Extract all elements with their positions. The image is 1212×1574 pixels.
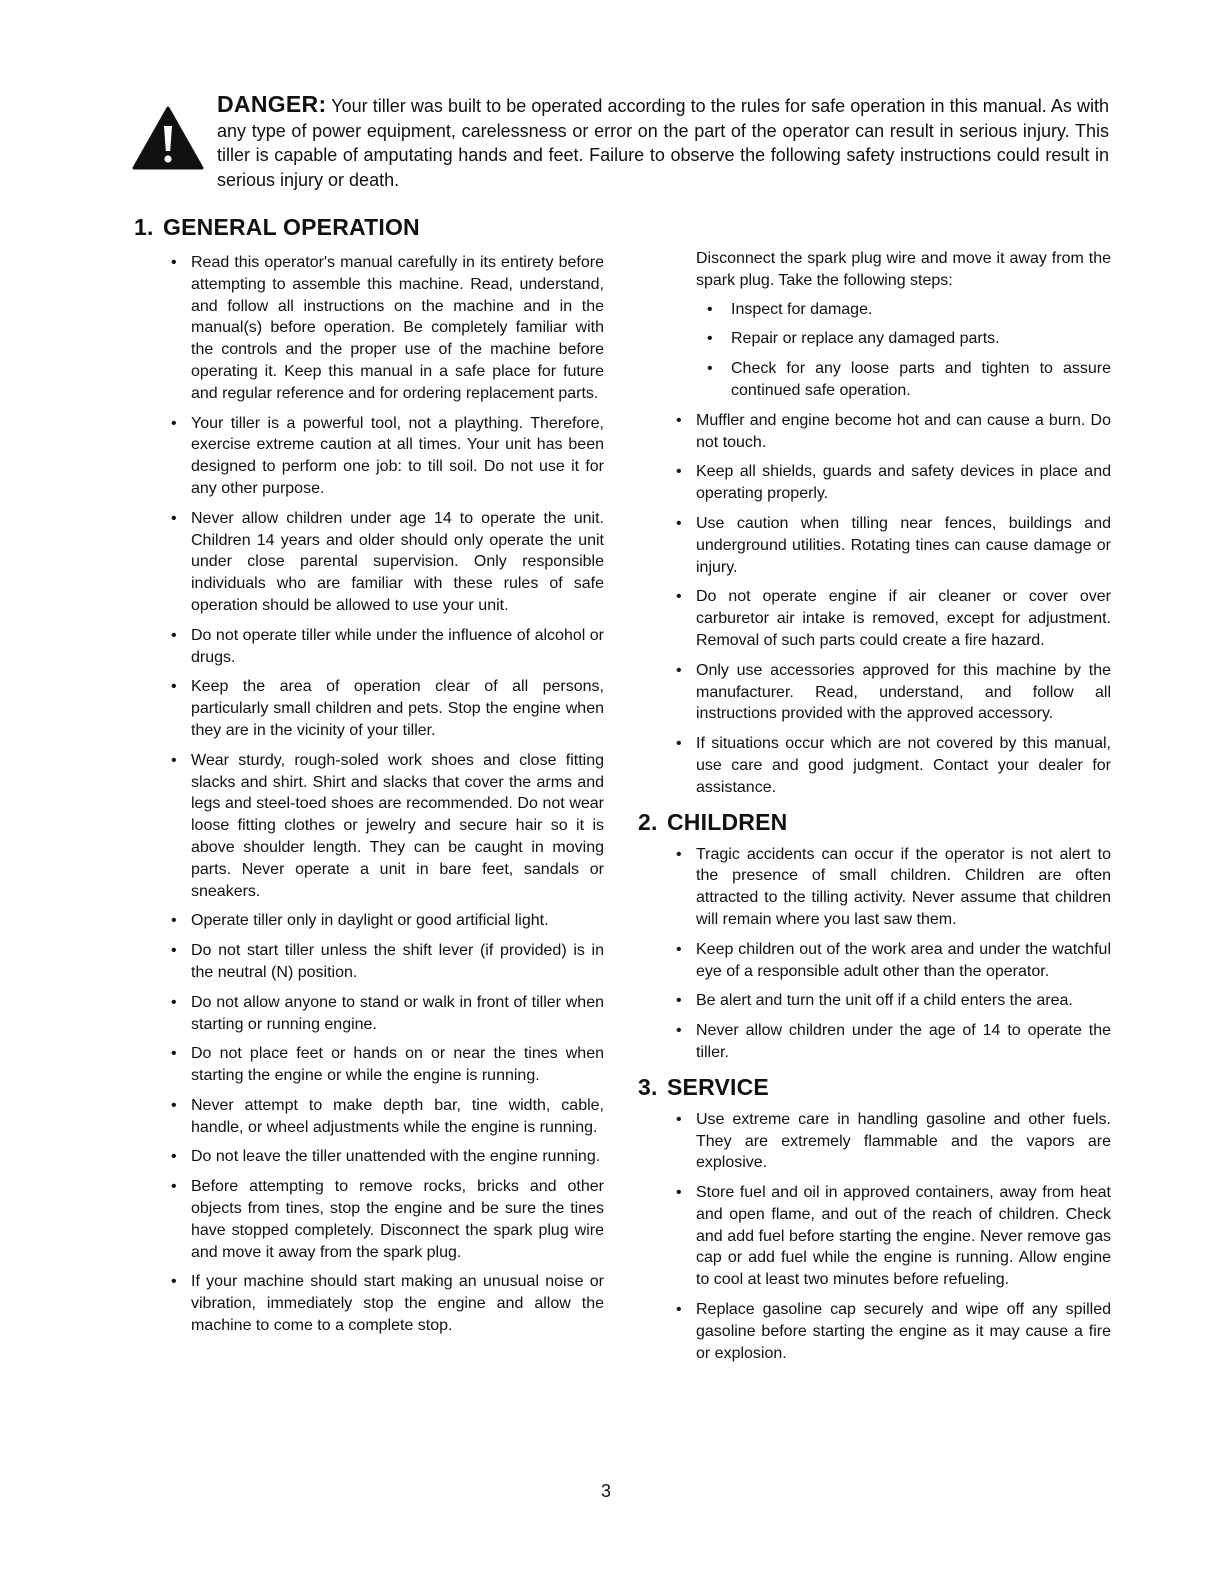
list-item: • Do not start tiller unless the shift lever (if provided) is in the neutral (N) position.	[166, 940, 604, 984]
list-item: • Keep all shields, guards and safety devices in place and operating properly.	[671, 461, 1111, 505]
general-operation-list-continued	[671, 410, 1111, 799]
section-title: SERVICE	[667, 1073, 769, 1100]
list-item: • Never allow children under the age of 14 to operate the tiller.	[671, 1020, 1111, 1064]
list-item: • Tragic accidents can occur if the operator is not alert to the presence of small children. Children are often attracted to the tilling activity. Never assume that children will remain where you last saw them.	[671, 844, 1111, 931]
list-item: • Wear sturdy, rough-soled work shoes and close fitting slacks and shirt. Shirt and slacks that cover the arms and legs and steel-toed shoes are recommended. Do not wear loose fitting clothes or jewelry and secure hair so it is above shoulder length. They can be caught in moving parts. Never operate a unit in bare feet, sandals or sneakers.	[166, 750, 604, 903]
list-item: • Read this operator's manual carefully in its entirety before attempting to assemble this machine. Read, understand, and follow all instructions on the machine and in the manual(s) before operation. Be completely familiar with the controls and the proper use of the machine before operating it. Keep this manual in a safe place for future and regular reference and for ordering replacement parts.	[166, 252, 604, 405]
continuation-paragraph: Disconnect the spark plug wire and move it away from the spark plug. Take the following steps:	[696, 250, 1111, 289]
section-title: GENERAL OPERATION	[163, 214, 420, 240]
list-item: • If situations occur which are not covered by this manual, use care and good judgment. Contact your dealer for assistance.	[671, 733, 1111, 798]
list-item: • Do not operate engine if air cleaner or cover over carburetor air intake is removed, except for adjustment. Removal of such parts could create a fire hazard.	[671, 586, 1111, 651]
list-item: • Never attempt to make depth bar, tine width, cable, handle, or wheel adjustments while the engine is running.	[166, 1095, 604, 1139]
service-list	[671, 1109, 1111, 1365]
list-item: • Never allow children under age 14 to operate the unit. Children 14 years and older should only operate the unit under close parental supervision. Only responsible individuals who are familiar with these rules of safe operation should be allowed to use your unit.	[166, 508, 604, 617]
section-children-heading	[638, 809, 1111, 836]
section-service-heading	[638, 1074, 1111, 1101]
list-item: • Be alert and turn the unit off if a child enters the area.	[671, 990, 1111, 1012]
warning-triangle-icon	[132, 106, 204, 170]
list-item: • Use caution when tilling near fences, buildings and underground utilities. Rotating tines can cause damage or injury.	[671, 513, 1111, 578]
page-number: 3	[600, 1481, 611, 1501]
general-operation-list	[166, 252, 604, 1337]
danger-label: DANGER:	[217, 91, 327, 117]
sub-list-item: • Check for any loose parts and tighten to assure continued safe operation.	[671, 358, 1111, 402]
list-item: • Do not leave the tiller unattended with the engine running.	[166, 1146, 604, 1168]
list-item: • Only use accessories approved for this machine by the manufacturer. Read, understand, and follow all instructions provided with the approved accessory.	[671, 660, 1111, 725]
danger-body: Your tiller was built to be operated according to the rules for safe operation in this manual. As with any type of power equipment, carelessness or error on the part of the operator can result in serious injury. This tiller is capable of amputating hands and feet. Failure to observe the following safety instructions could result in serious injury or death.	[217, 96, 1109, 190]
right-column	[638, 248, 1111, 1372]
section-number: 2.	[638, 808, 658, 835]
list-item: • Do not place feet or hands on or near the tines when starting the engine or while the engine is running.	[166, 1043, 604, 1087]
inspection-steps-list	[671, 299, 1111, 402]
list-item: • Use extreme care in handling gasoline and other fuels. They are extremely flammable and the vapors are explosive.	[671, 1109, 1111, 1174]
section-number: 1.	[134, 214, 154, 240]
list-item: • Keep the area of operation clear of all persons, particularly small children and pets. Stop the engine when they are in the vicinity of your tiller.	[166, 676, 604, 741]
section-number: 3.	[638, 1073, 658, 1100]
list-item: • Do not operate tiller while under the influence of alcohol or drugs.	[166, 625, 604, 669]
children-list	[671, 844, 1111, 1064]
list-item: • Do not allow anyone to stand or walk in front of tiller when starting or running engine.	[166, 992, 604, 1036]
list-item: • Store fuel and oil in approved containers, away from heat and open flame, and out of the reach of children. Check and add fuel before starting the engine. Never remove gas cap or add fuel while the engine is running. Allow engine to cool at least two minutes before refueling.	[671, 1182, 1111, 1291]
left-column	[166, 252, 604, 1345]
list-item: • Operate tiller only in daylight or good artificial light.	[166, 910, 604, 932]
section-general-operation-heading	[134, 214, 420, 241]
list-item: • Your tiller is a powerful tool, not a plaything. Therefore, exercise extreme caution at all times. Your unit has been designed to perform one job: to till soil. Do not use it for any other purpose.	[166, 413, 604, 500]
danger-notice	[132, 92, 1112, 204]
sub-list-item: • Repair or replace any damaged parts.	[671, 328, 1111, 350]
danger-text-block	[217, 92, 1109, 192]
list-item: • Muffler and engine become hot and can cause a burn. Do not touch.	[671, 410, 1111, 454]
list-item: • If your machine should start making an unusual noise or vibration, immediately stop the engine and allow the machine to come to a complete stop.	[166, 1271, 604, 1336]
list-item: • Keep children out of the work area and under the watchful eye of a responsible adult other than the operator.	[671, 939, 1111, 983]
sub-list-item: • Inspect for damage.	[671, 299, 1111, 321]
list-item: • Before attempting to remove rocks, bricks and other objects from tines, stop the engine and be sure the tines have stopped completely. Disconnect the spark plug wire and move it away from the spark plug.	[166, 1176, 604, 1263]
list-item: • Replace gasoline cap securely and wipe off any spilled gasoline before starting the engine as it may cause a fire or explosion.	[671, 1299, 1111, 1364]
section-title: CHILDREN	[667, 808, 788, 835]
